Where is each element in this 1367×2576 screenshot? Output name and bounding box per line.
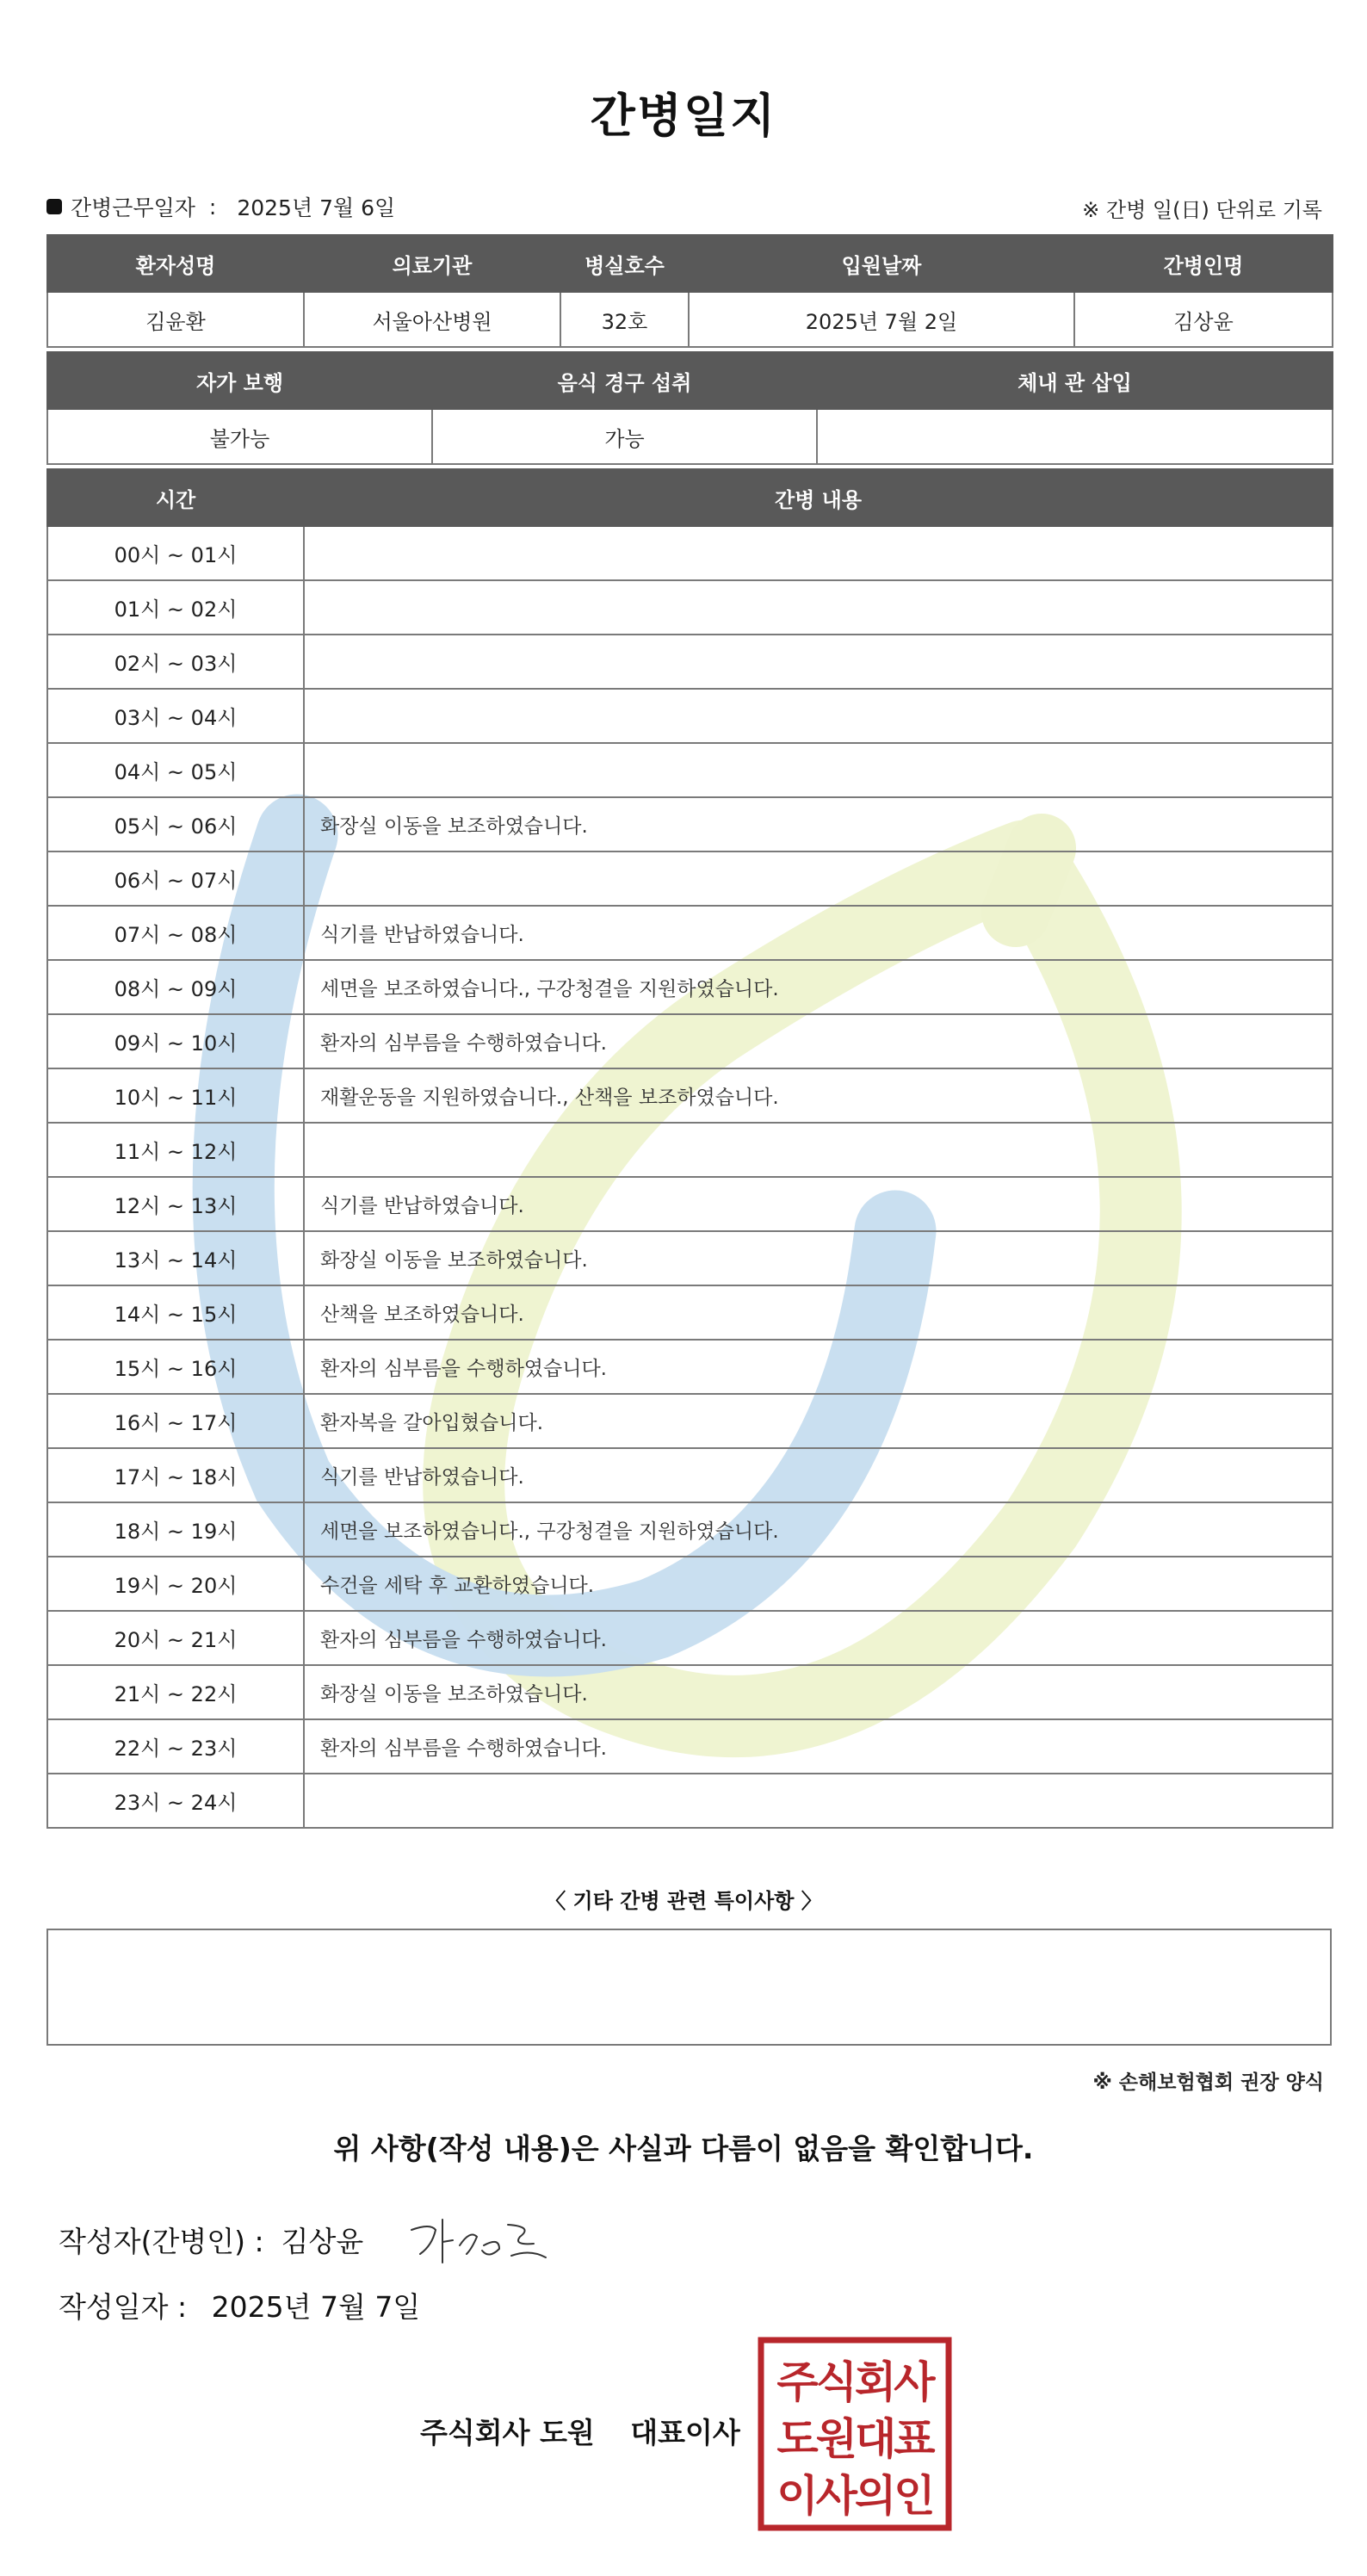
note-cell: 환자의 심부름을 수행하였습니다.: [304, 1611, 1333, 1665]
time-cell: 08시 ~ 09시: [47, 960, 304, 1014]
company-line: [420, 2411, 740, 2451]
table-row: [47, 743, 1333, 797]
document-title: 간병일지: [590, 89, 777, 143]
note-cell: [304, 743, 1333, 797]
time-cell: 23시 ~ 24시: [47, 1774, 304, 1828]
table-row: [47, 1774, 1333, 1828]
time-cell: 09시 ~ 10시: [47, 1014, 304, 1068]
company-name: 주식회사 도원: [420, 2416, 595, 2449]
table-row: [47, 851, 1333, 906]
table-row: [47, 1014, 1333, 1068]
note-cell: 산책을 보조하였습니다.: [304, 1285, 1333, 1340]
header-room: 병실호수: [560, 235, 689, 292]
time-cell: 05시 ~ 06시: [47, 797, 304, 851]
time-cell: 21시 ~ 22시: [47, 1665, 304, 1719]
time-cell: 19시 ~ 20시: [47, 1557, 304, 1611]
self-walking-value: 불가능: [47, 409, 432, 464]
header-self-walking: 자가 보행: [47, 352, 432, 409]
tube-insertion-value: [817, 409, 1333, 464]
time-cell: 07시 ~ 08시: [47, 906, 304, 960]
time-cell: 03시 ~ 04시: [47, 689, 304, 743]
time-cell: 10시 ~ 11시: [47, 1068, 304, 1123]
table-row: [47, 1068, 1333, 1123]
note-cell: [304, 635, 1333, 689]
table-row: [47, 1231, 1333, 1285]
table-row: [47, 1611, 1333, 1665]
time-cell: 13시 ~ 14시: [47, 1231, 304, 1285]
care-log-table: [46, 468, 1333, 1829]
company-representative: 대표이사: [630, 2416, 740, 2449]
special-notes-box: [46, 1929, 1332, 2046]
unit-note: ※ 간병 일(日) 단위로 기록: [1082, 198, 1322, 222]
note-cell: 화장실 이동을 보조하였습니다.: [304, 797, 1333, 851]
table-row: [47, 1448, 1333, 1502]
table-row: [47, 689, 1333, 743]
header-care-content: 간병 내용: [304, 469, 1333, 526]
written-date-label: 작성일자 :: [59, 2290, 188, 2324]
confirmation-statement: 위 사항(작성 내용)은 사실과 다름이 없음을 확인합니다.: [333, 2132, 1034, 2165]
note-cell: 식기를 반납하였습니다.: [304, 906, 1333, 960]
patient-name: 김윤환: [47, 292, 304, 347]
note-cell: [304, 1123, 1333, 1177]
work-date-line: [46, 191, 395, 222]
table-row: [47, 1285, 1333, 1340]
header-admission-date: 입원날짜: [689, 235, 1074, 292]
note-cell: 수건을 세탁 후 교환하였습니다.: [304, 1557, 1333, 1611]
time-cell: 12시 ~ 13시: [47, 1177, 304, 1231]
written-date-line: [59, 2285, 420, 2325]
bullet-icon: [46, 199, 62, 214]
table-row: [47, 1502, 1333, 1557]
table-row: [47, 1719, 1333, 1774]
time-cell: 20시 ~ 21시: [47, 1611, 304, 1665]
time-cell: 00시 ~ 01시: [47, 526, 304, 580]
time-cell: 22시 ~ 23시: [47, 1719, 304, 1774]
table-row: [47, 635, 1333, 689]
header-hospital: 의료기관: [304, 235, 560, 292]
note-cell: [304, 1774, 1333, 1828]
table-row: [47, 1340, 1333, 1394]
note-cell: 식기를 반납하였습니다.: [304, 1177, 1333, 1231]
note-cell: 환자의 심부름을 수행하였습니다.: [304, 1014, 1333, 1068]
table-row: [47, 1177, 1333, 1231]
header-caregiver-name: 간병인명: [1074, 235, 1333, 292]
patient-status-table: [46, 351, 1333, 465]
time-cell: 06시 ~ 07시: [47, 851, 304, 906]
header-time: 시간: [47, 469, 304, 526]
table-row: [47, 797, 1333, 851]
time-cell: 01시 ~ 02시: [47, 580, 304, 635]
work-date-label: 간병근무일자: [71, 195, 195, 220]
time-cell: 18시 ~ 19시: [47, 1502, 304, 1557]
svg-text:이사의인: 이사의인: [776, 2471, 933, 2521]
special-notes-title: 〈 기타 간병 관련 특이사항 〉: [545, 1889, 822, 1913]
note-cell: [304, 689, 1333, 743]
time-cell: 04시 ~ 05시: [47, 743, 304, 797]
table-row: [47, 1557, 1333, 1611]
note-cell: 세면을 보조하였습니다., 구강청결을 지원하였습니다.: [304, 960, 1333, 1014]
table-row: [47, 1123, 1333, 1177]
header-tube-insertion: 체내 관 삽입: [817, 352, 1333, 409]
note-cell: 재활운동을 지원하였습니다., 산책을 보조하였습니다.: [304, 1068, 1333, 1123]
oral-intake-value: 가능: [432, 409, 817, 464]
table-row: [47, 580, 1333, 635]
hospital-name: 서울아산병원: [304, 292, 560, 347]
time-cell: 15시 ~ 16시: [47, 1340, 304, 1394]
time-cell: 14시 ~ 15시: [47, 1285, 304, 1340]
admission-date: 2025년 7월 2일: [689, 292, 1074, 347]
svg-text:주식회사: 주식회사: [776, 2357, 933, 2407]
note-cell: [304, 526, 1333, 580]
written-date-value: 2025년 7월 7일: [211, 2290, 421, 2324]
company-seal-stamp: [758, 2337, 952, 2531]
header-oral-intake: 음식 경구 섭취: [432, 352, 817, 409]
table-row: [47, 906, 1333, 960]
recommend-note: ※ 손해보험협회 권장 양식: [1092, 2071, 1324, 2094]
note-cell: 환자의 심부름을 수행하였습니다.: [304, 1340, 1333, 1394]
time-cell: 11시 ~ 12시: [47, 1123, 304, 1177]
handwritten-signature: [405, 2211, 560, 2271]
work-date-separator: :: [208, 194, 217, 220]
caregiver-name: 김상윤: [1074, 292, 1333, 347]
note-cell: [304, 851, 1333, 906]
writer-label: 작성자(간병인) :: [59, 2225, 264, 2258]
table-row: [47, 960, 1333, 1014]
note-cell: 세면을 보조하였습니다., 구강청결을 지원하였습니다.: [304, 1502, 1333, 1557]
work-date-value: 2025년 7월 6일: [237, 195, 396, 220]
time-cell: 02시 ~ 03시: [47, 635, 304, 689]
table-row: [47, 1394, 1333, 1448]
note-cell: 환자복을 갈아입혔습니다.: [304, 1394, 1333, 1448]
svg-text:도원대표: 도원대표: [776, 2414, 933, 2464]
note-cell: 화장실 이동을 보조하였습니다.: [304, 1665, 1333, 1719]
note-cell: [304, 580, 1333, 635]
time-cell: 16시 ~ 17시: [47, 1394, 304, 1448]
note-cell: 식기를 반납하였습니다.: [304, 1448, 1333, 1502]
header-patient-name: 환자성명: [47, 235, 304, 292]
patient-info-table: [46, 234, 1333, 348]
note-cell: 화장실 이동을 보조하였습니다.: [304, 1231, 1333, 1285]
table-row: [47, 526, 1333, 580]
writer-line: [59, 2220, 363, 2260]
table-row: [47, 1665, 1333, 1719]
room-number: 32호: [560, 292, 689, 347]
time-cell: 17시 ~ 18시: [47, 1448, 304, 1502]
note-cell: 환자의 심부름을 수행하였습니다.: [304, 1719, 1333, 1774]
writer-name: 김상윤: [281, 2225, 364, 2258]
